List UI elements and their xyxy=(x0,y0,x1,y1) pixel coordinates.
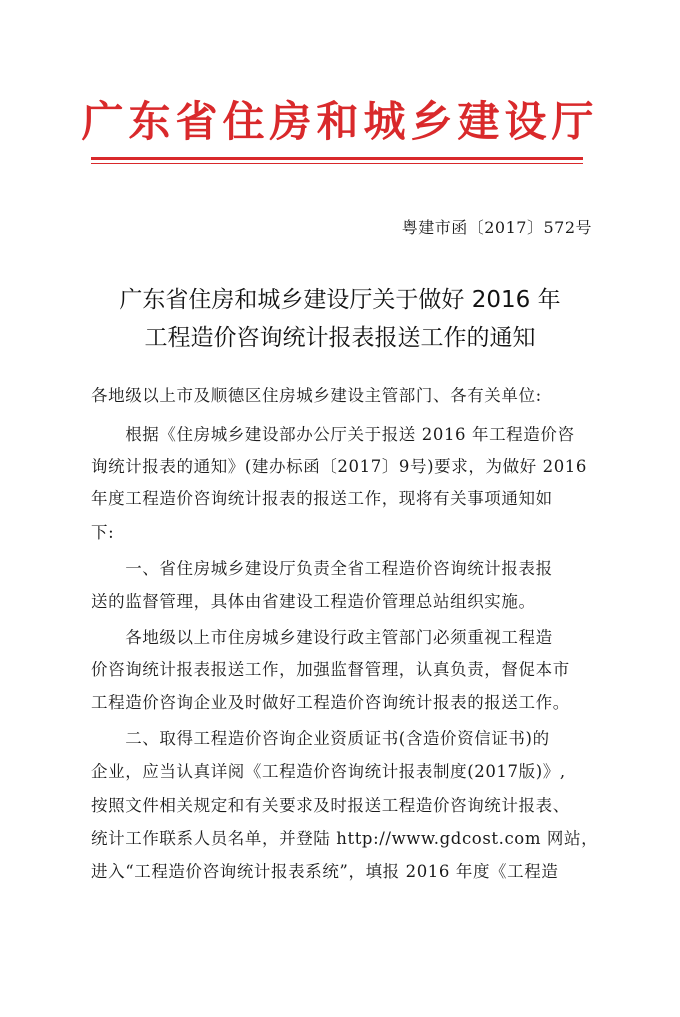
body-line: 企业，应当认真详阅《工程造价咨询统计报表制度(2017版)》, xyxy=(91,762,566,781)
body-line: 进入“工程造价咨询统计报表系统”，填报 2016 年度《工程造 xyxy=(91,862,559,881)
body-line: 各地级以上市住房城乡建设行政主管部门必须重视工程造 xyxy=(91,628,553,647)
notice-title-line-1: 广东省住房和城乡建设厅关于做好 2016 年 xyxy=(119,287,561,313)
body-line: 询统计报表的通知》(建办标函〔2017〕9号)要求，为做好 2016 xyxy=(91,457,587,476)
body-line: 下: xyxy=(91,523,115,542)
body-line: 各地级以上市及顺德区住房城乡建设主管部门、各有关单位: xyxy=(91,386,542,405)
body-line: 送的监督管理，具体由省建设工程造价管理总站组织实施。 xyxy=(91,592,536,611)
body-line: 年度工程造价咨询统计报表的报送工作，现将有关事项通知如 xyxy=(91,489,553,508)
notice-title-line-2: 工程造价咨询统计报表报送工作的通知 xyxy=(144,325,536,351)
body-line: 按照文件相关规定和有关要求及时报送工程造价咨询统计报表、 xyxy=(91,796,570,815)
letterhead-title: 广东省住房和城乡建设厅 xyxy=(81,97,599,146)
body-line: 价咨询统计报表报送工作，加强监督管理，认真负责，督促本市 xyxy=(91,660,570,679)
letterhead-rule-thin xyxy=(91,163,583,164)
letterhead-rule-thick xyxy=(91,157,583,160)
body-line: 统计工作联系人员名单，并登陆 http://www.gdcost.com 网站， xyxy=(91,829,599,848)
body-line: 工程造价咨询企业及时做好工程造价咨询统计报表的报送工作。 xyxy=(91,693,570,712)
document-number: 粤建市函〔2017〕572号 xyxy=(401,218,592,237)
body-line: 一、省住房城乡建设厅负责全省工程造价咨询统计报表报 xyxy=(91,559,553,578)
body-line: 二、取得工程造价咨询企业资质证书(含造价资信证书)的 xyxy=(91,729,550,748)
body-line: 根据《住房城乡建设部办公厅关于报送 2016 年工程造价咨 xyxy=(91,425,575,444)
